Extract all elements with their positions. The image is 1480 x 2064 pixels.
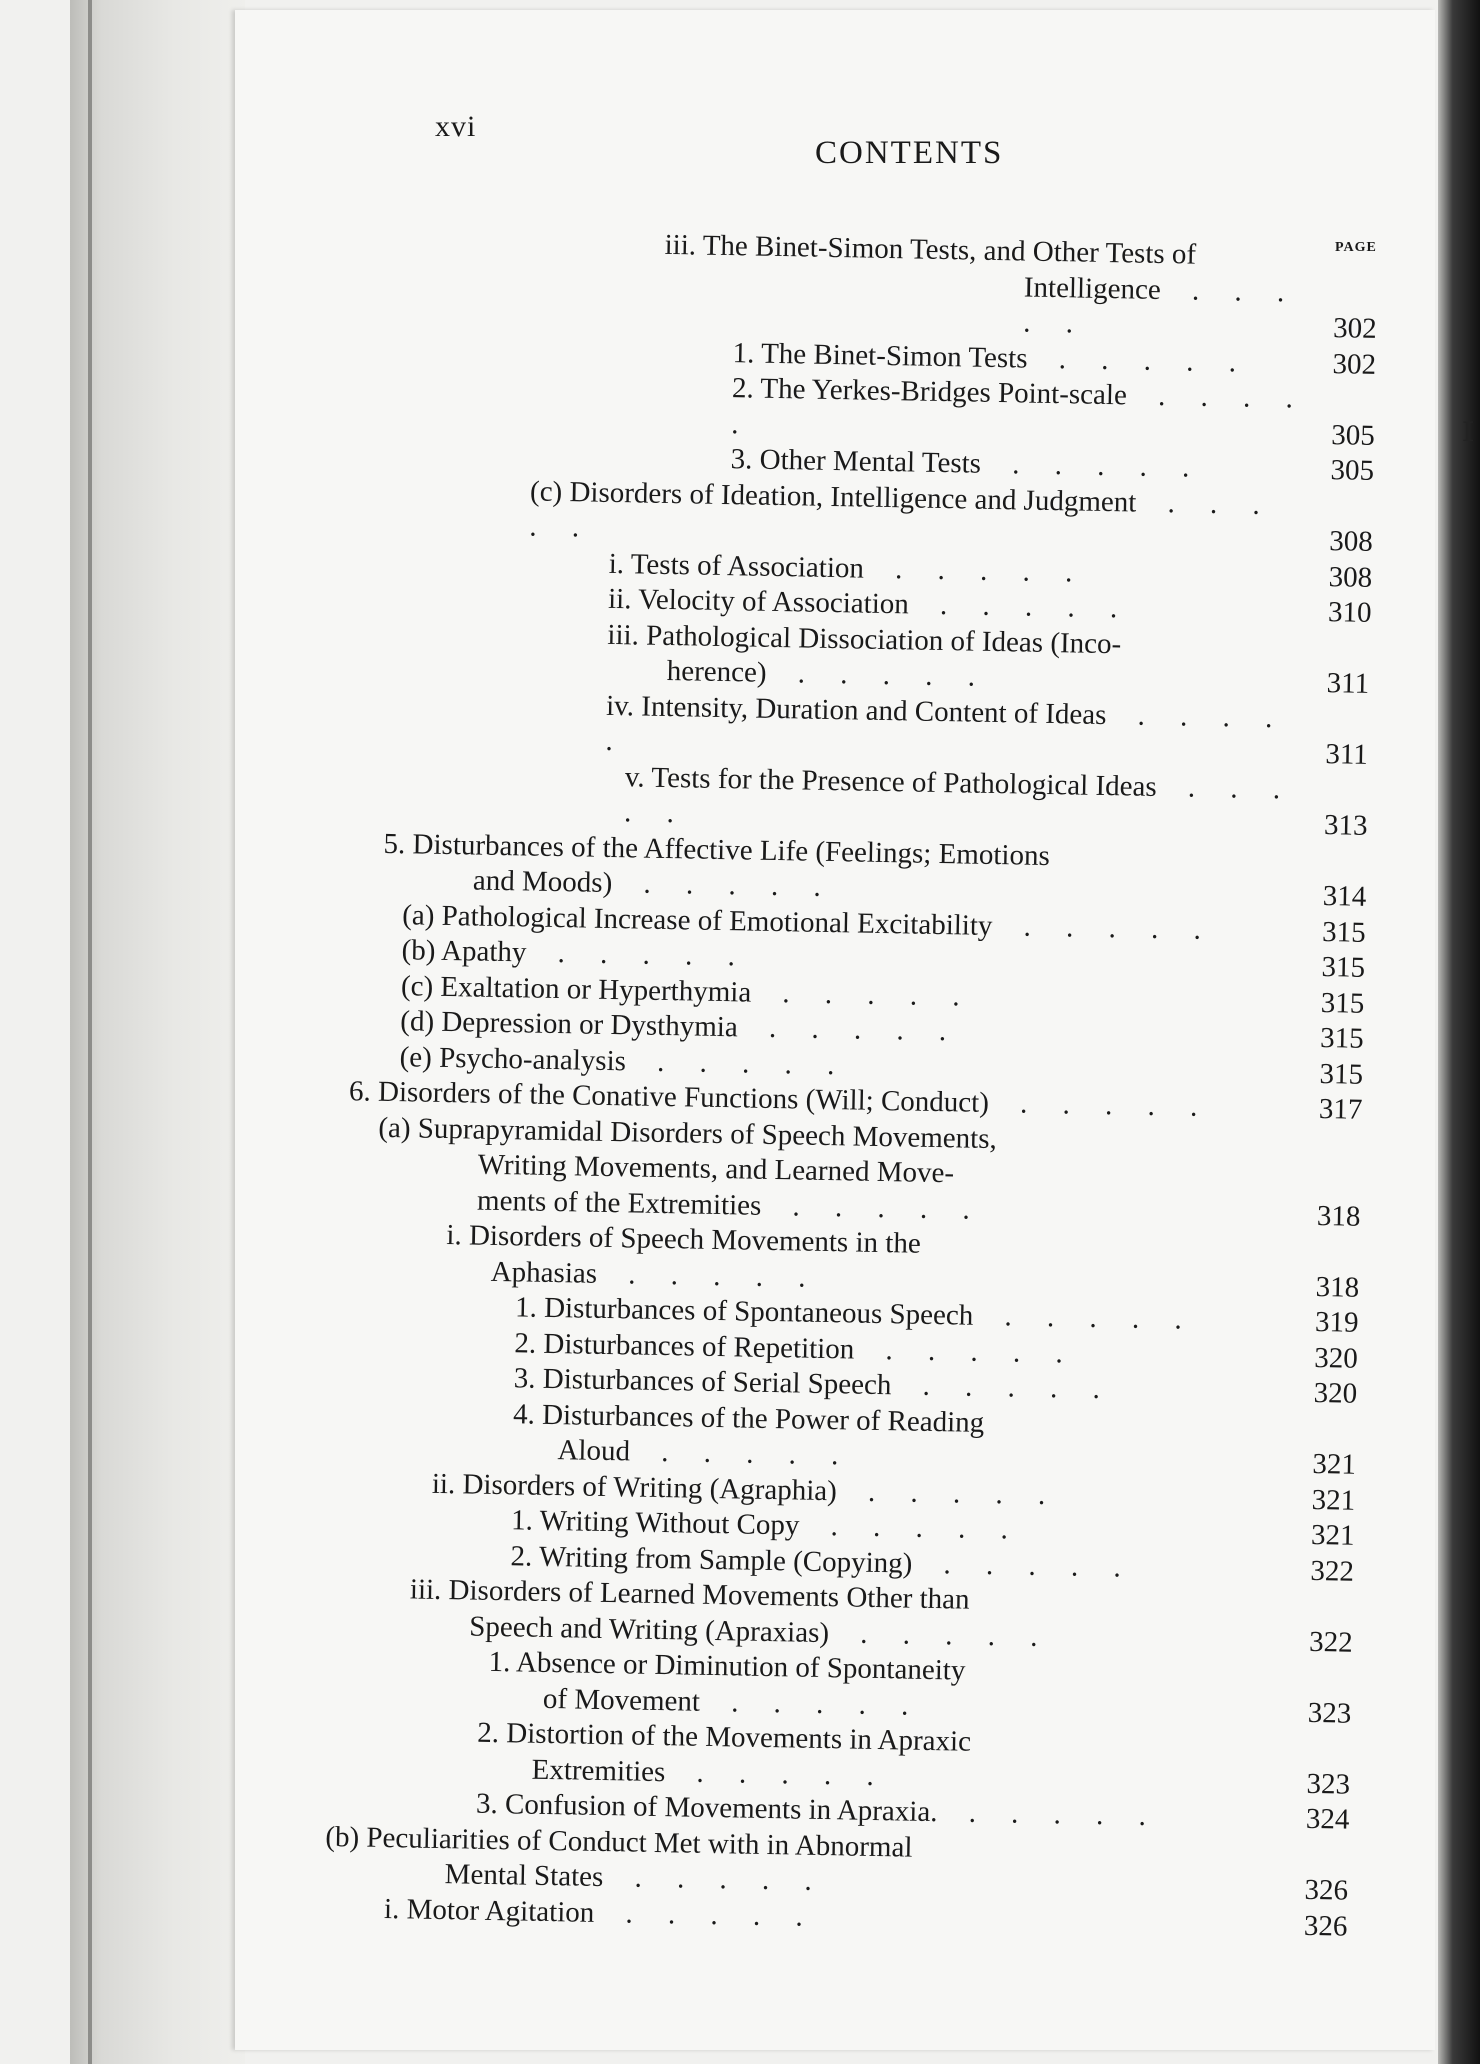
page-header [235,10,1435,210]
dot-leader: . . . . . [863,1333,1078,1370]
toc-page-number: 323 [1307,1696,1352,1730]
dot-leader: . . . . . [760,976,974,1013]
toc-entry-title: i. Tests of Association . . . . . [608,547,1087,589]
scan-right-border [1438,0,1480,2064]
dot-leader: . . . . . [990,447,1204,484]
toc-entry-title: iii. Pathological Dissociation of Ideas (Inco- [607,618,1122,660]
toc-entry-title: 1. Writing Without Copy . . . . . [510,1504,1023,1546]
toc-entry-continuation: Extremities . . . . . [531,1753,889,1792]
toc-entry-continuation: Speech and Writing (Apraxias) . . . . . [468,1610,1052,1653]
toc-page-number: 302 [1332,347,1377,381]
toc-entry-title: ii. Disorders of Writing (Agraphia) . . . . . [431,1467,1060,1511]
toc-entry-title: 2. Writing from Sample (Copying) . . . . . [510,1539,1136,1584]
dot-leader: . . . . . [621,867,836,904]
toc-entry-title: 6. Disorders of the Conative Functions (Will; Conduct) . . . . . [348,1075,1212,1124]
toc-entry-title: (a) Suprapyramidal Disorders of Speech Movements, [378,1111,998,1155]
toc-page-number: 321 [1310,1518,1355,1552]
toc-entry-title: 2. The Yerkes-Bridges Point-scale . . . . . [731,372,1308,441]
toc-entry-continuation: Writing Movements, and Learned Move- [477,1148,955,1190]
toc-page-number: 320 [1313,1376,1358,1410]
toc-entry-continuation: and Moods) . . . . . [472,864,836,904]
toc-entry-title: 2. Disturbances of Repetition . . . . . [514,1326,1078,1370]
toc-page-number: 315 [1319,1057,1364,1091]
toc-page-number: 326 [1303,1909,1348,1943]
dot-leader: . . . . . [846,1474,1060,1511]
toc-page-number: 318 [1316,1199,1361,1233]
toc-page-number: 315 [1321,915,1366,949]
toc-page-number: 318 [1315,1270,1360,1304]
toc-entry-title: i. Motor Agitation . . . . . [383,1892,818,1933]
toc-page-number: 326 [1304,1873,1349,1907]
right-edge-mark: I [1462,415,1474,448]
toc-entry-title: ii. Velocity of Association . . . . . [607,582,1132,625]
toc-page-number: 315 [1320,986,1365,1020]
toc-entry-continuation: Intelligence . . . . . [1022,270,1299,340]
toc-entry-title: 2. Distortion of the Movements in Apraxic [477,1716,972,1758]
toc-page-number: 324 [1305,1802,1350,1836]
toc-page-number: 311 [1326,667,1370,700]
dot-leader: . . . . . [675,1755,889,1792]
dot-leader: . . . . . [731,379,1308,441]
toc-page-number: 314 [1322,880,1367,913]
dot-leader: . . . . . [709,1685,923,1722]
dot-leader: . . . . . [1022,273,1299,340]
dot-leader: . . . . . [536,936,750,973]
dot-leader: . . . . . [606,1257,820,1294]
toc-page-number: 322 [1310,1554,1355,1588]
toc-page-number: 321 [1311,1483,1356,1517]
dot-leader: . . . . . [623,770,1295,830]
table-of-contents [204,220,1435,1946]
toc-entry-title: 1. The Binet-Simon Tests . . . . . [732,336,1251,379]
toc-page-number: 305 [1330,454,1375,487]
toc-page-number: 319 [1314,1305,1359,1339]
toc-entry-title: 1. Disturbances of Spontaneous Speech . . . . . [514,1291,1197,1336]
dot-leader: . . . . . [1002,909,1216,946]
toc-page-number: 322 [1308,1625,1353,1659]
dot-leader: . . . . . [1037,342,1251,379]
dot-leader: . . . . . [605,698,1287,758]
toc-page-number: 308 [1328,560,1373,594]
toc-entry-title: 3. Other Mental Tests . . . . . [730,443,1204,484]
toc-entry-continuation: Aphasias . . . . . [490,1255,820,1294]
toc-entry-title: 3. Disturbances of Serial Speech . . . . . [513,1362,1115,1406]
dot-leader: . . . . . [901,1369,1115,1406]
toc-entry-title: (e) Psycho-analysis . . . . . [399,1040,849,1081]
toc-page-number: 302 [1332,312,1377,345]
toc-entry-title: (a) Pathological Increase of Emotional Excitability . . . . . [402,898,1216,946]
toc-entry-title: v. Tests for the Presence of Pathological Ideas . . . . . [623,760,1295,830]
dot-leader: . . . . . [983,1299,1197,1336]
toc-entry-title: (d) Depression or Dysthymia . . . . . [400,1005,961,1048]
dot-leader: . . . . . [998,1087,1212,1124]
running-title: CONTENTS [815,135,1004,171]
toc-entry-continuation: of Movement . . . . . [542,1682,923,1722]
dot-leader: . . . . . [922,1547,1136,1584]
toc-entry-title: 4. Disturbances of the Power of Reading [512,1397,985,1439]
dot-leader: . . . . . [604,1896,818,1933]
toc-entry-title: (b) Apathy . . . . . [401,934,750,973]
toc-page-number: 310 [1327,596,1372,629]
toc-entry-title: (c) Exaltation or Hyperthymia . . . . . [400,969,974,1013]
toc-page-number: 323 [1306,1767,1351,1801]
dot-leader: . . . . . [771,1189,985,1226]
book-page [235,10,1435,2050]
toc-page-number: 305 [1330,418,1376,452]
toc-entry-title: 5. Disturbances of the Affective Life (Feelings; Emotions [383,827,1051,872]
toc-entry-title: iii. Disorders of Learned Movements Other than [409,1573,970,1616]
page-number: xvi [435,110,477,143]
dot-leader: . . . . . [639,1435,853,1472]
toc-entry-title: i. Disorders of Speech Movements in the [446,1219,922,1260]
page-column-label: PAGE [1335,240,1377,255]
dot-leader: . . . . . [776,657,990,693]
toc-entry-title: (c) Disorders of Ideation, Intelligence and Judgment . . . . . [529,474,1275,544]
toc-page-number: 308 [1329,525,1374,558]
dot-leader: . . . . . [918,588,1132,625]
toc-entry-title: iv. Intensity, Duration and Content of Ideas . . . . . [605,689,1287,758]
toc-page-number: 321 [1312,1447,1357,1481]
toc-page-number: 320 [1314,1341,1359,1375]
toc-entry-continuation: Mental States . . . . . [444,1858,827,1898]
dot-leader: . . . . . [747,1011,961,1048]
toc-page-number: 315 [1319,1022,1364,1055]
toc-entry-title: 1. Absence or Diminution of Spontaneity [488,1645,966,1687]
toc-entry-title: 3. Confusion of Movements in Apraxia. . . . . . [475,1787,1161,1833]
dot-leader: . . . . . [635,1044,849,1081]
dot-leader: . . . . . [809,1509,1023,1546]
toc-entry-continuation: herence) . . . . . [666,654,990,693]
toc-page-number: 317 [1318,1093,1363,1126]
toc-page-number: 313 [1323,809,1368,842]
toc-entry-title: iii. The Binet-Simon Tests, and Other Tests of [664,228,1197,271]
toc-page-number: 315 [1321,951,1366,984]
toc-page-number: 311 [1325,738,1369,771]
toc-entry-continuation: ments of the Extremities . . . . . [476,1184,985,1226]
dot-leader: . . . . . [947,1796,1161,1833]
dot-leader: . . . . . [613,1861,827,1898]
toc-entry-title: (b) Peculiarities of Conduct Met with in Abnormal [325,1820,913,1864]
toc-entry-continuation: Aloud . . . . . [557,1434,853,1472]
dot-leader: . . . . . [873,552,1087,589]
dot-leader: . . . . . [529,486,1275,544]
dot-leader: . . . . . [838,1616,1052,1653]
